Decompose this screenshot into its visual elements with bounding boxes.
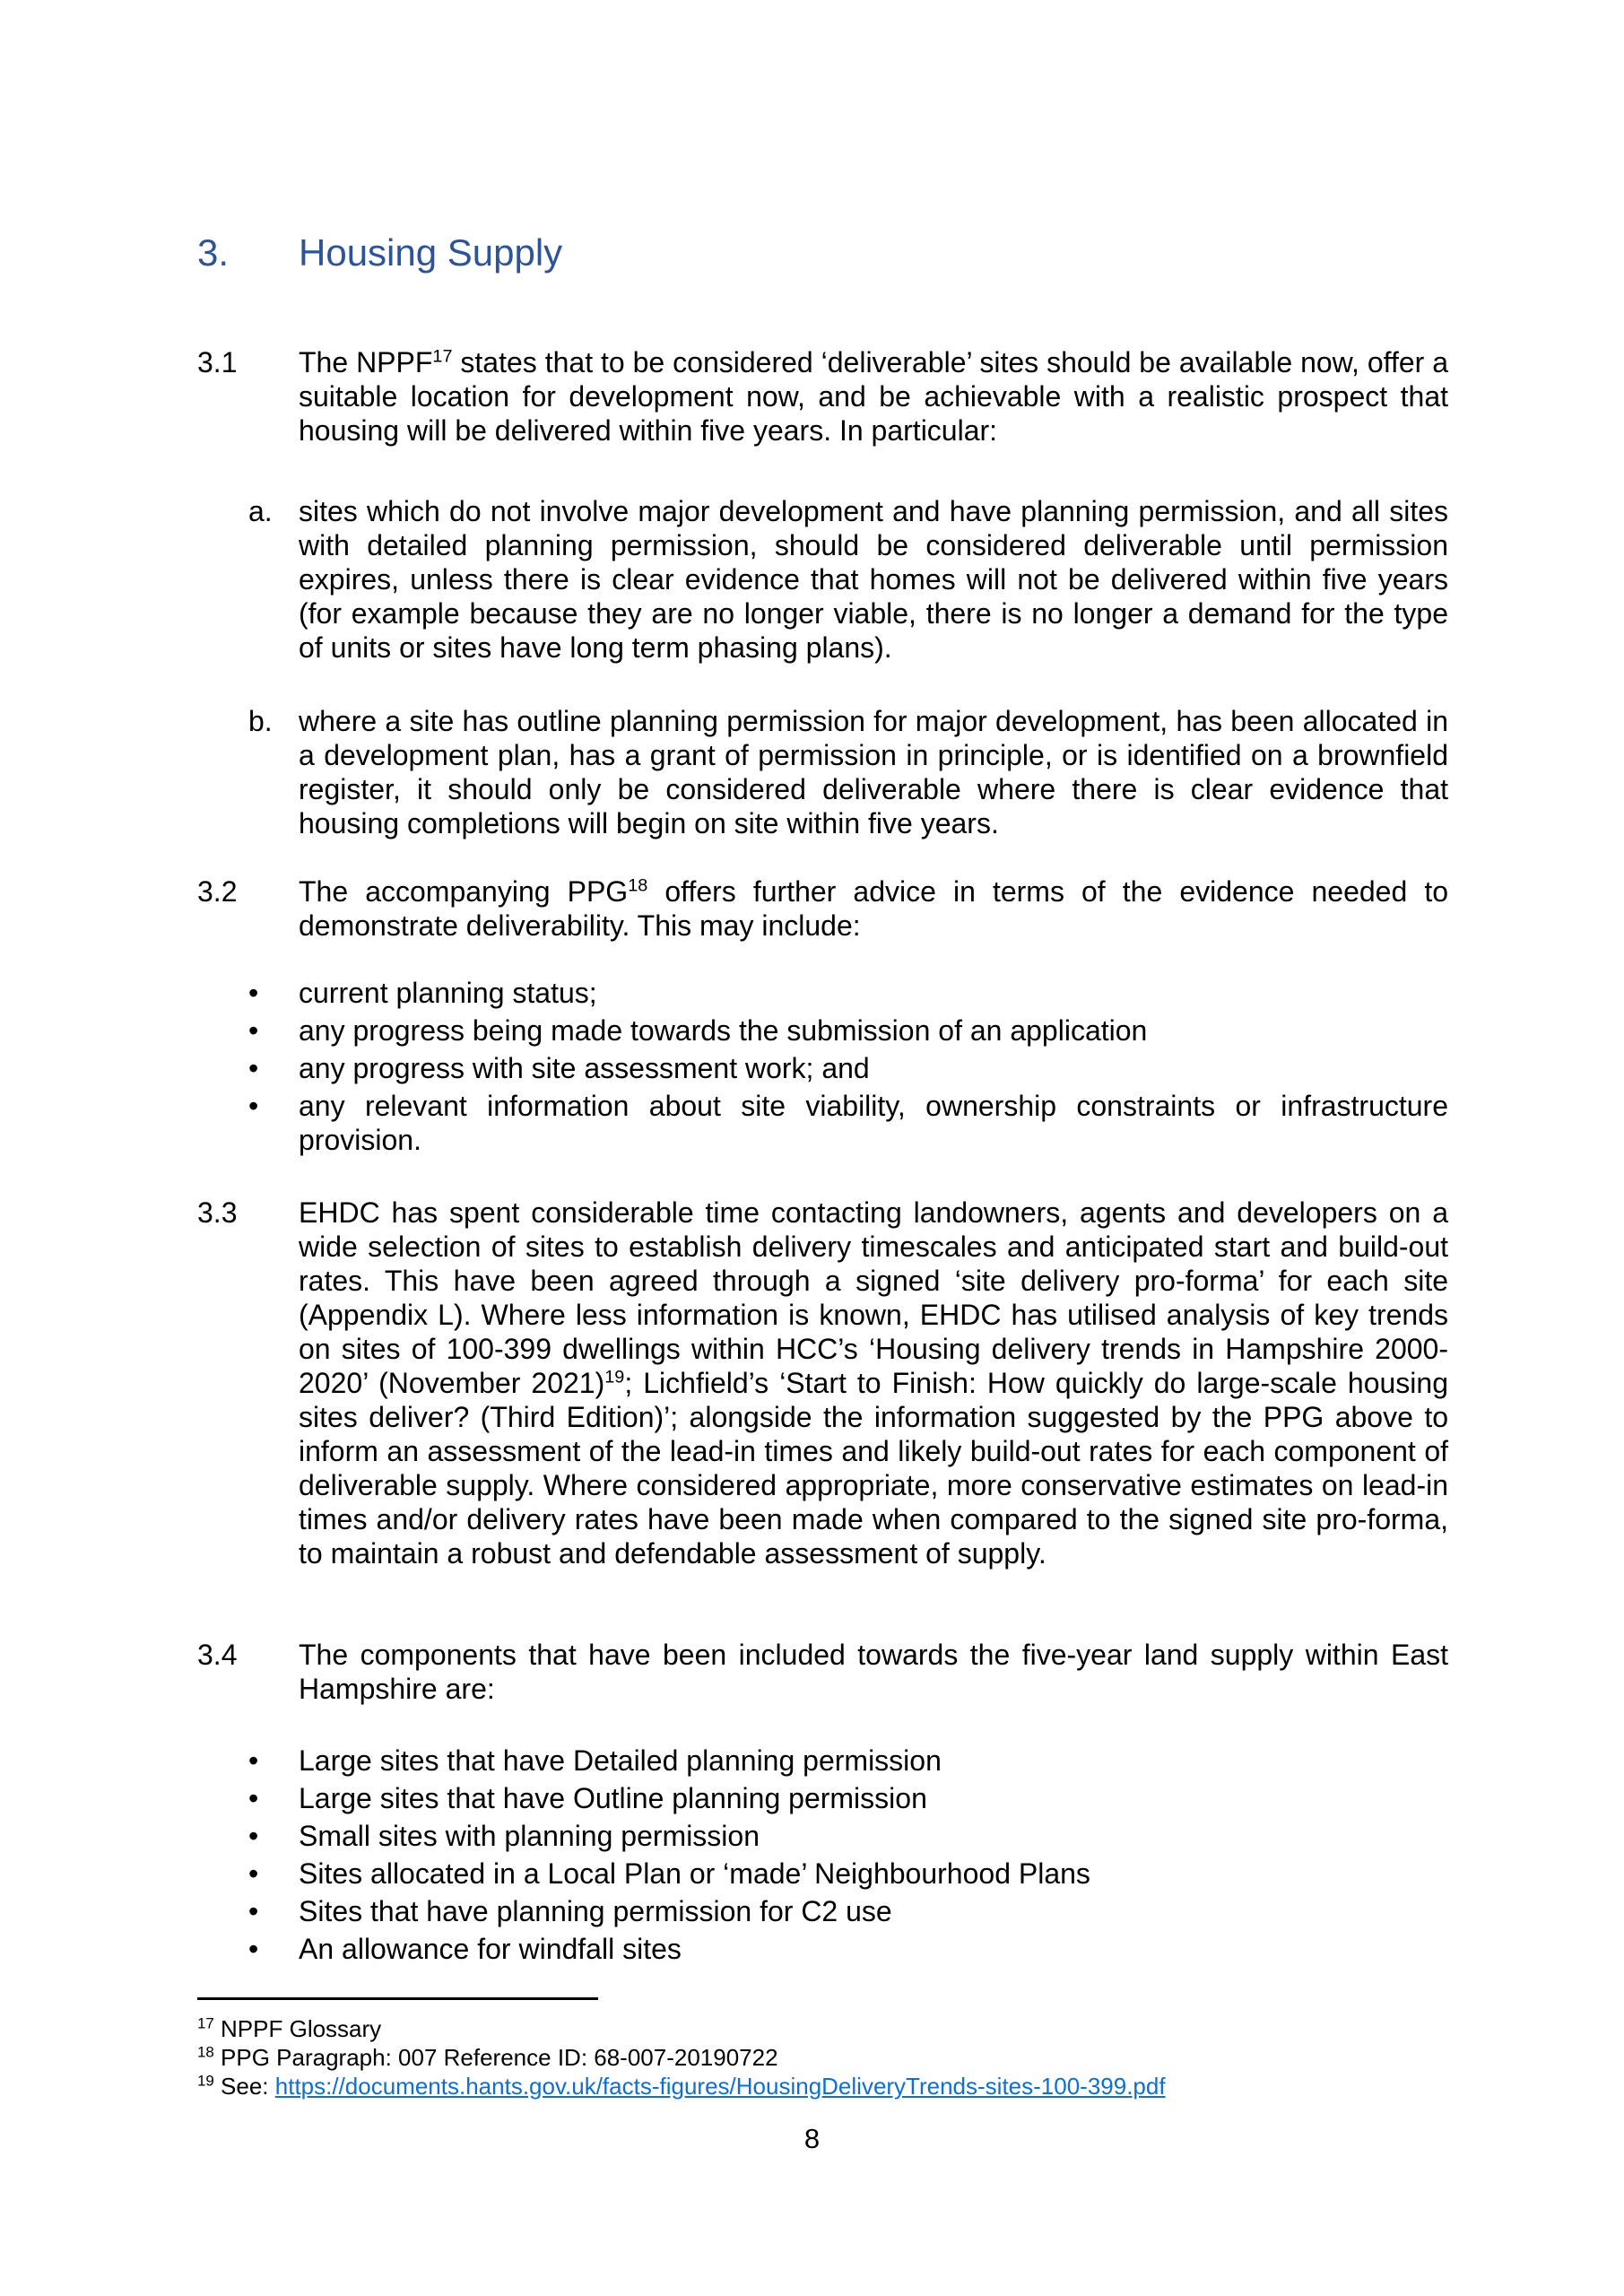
- bullet-marker: •: [248, 1014, 259, 1047]
- list-item-a: [248, 494, 1448, 668]
- bullet-marker: •: [248, 1857, 259, 1890]
- bullet-text: Sites allocated in a Local Plan or ‘made’ Neighbourhood Plans: [299, 1857, 1090, 1890]
- bullet-marker: •: [248, 1744, 259, 1777]
- bullet-text: Sites that have planning permission for C2 use: [299, 1895, 892, 1927]
- paragraph-text-segment: states that to be considered ‘deliverable’ sites should be available now, offer a suitable location for development now, and be achievable with a realistic prospect that housing will be delivered within five years. In particular:: [299, 346, 1449, 447]
- paragraph-3-2: [197, 874, 1448, 943]
- bullet-item: [248, 1894, 1448, 1928]
- list-item-b: [248, 704, 1448, 844]
- footnotes-section: [197, 2014, 1448, 2100]
- footnote-text: PPG Paragraph: 007 Reference ID: 68-007-20190722: [221, 2044, 778, 2071]
- footnote-text: See:: [221, 2073, 269, 2100]
- list-label-a: a.: [248, 495, 273, 527]
- paragraph-3-4: [197, 1638, 1448, 1706]
- footnote-number: 19: [197, 2072, 214, 2090]
- bullet-item: [248, 1932, 1448, 1966]
- paragraph-text-segment: The accompanying PPG: [299, 875, 629, 908]
- bullet-marker: •: [248, 1895, 259, 1927]
- bullet-marker: •: [248, 1090, 259, 1122]
- bullet-item: [248, 1819, 1448, 1853]
- paragraph-text-segment: EHDC has spent considerable time contacting landowners, agents and developers on a wide selection of sites to establish delivery timescales and anticipated start and build-out rates. This have been agreed through a signed ‘site delivery pro-forma’ for each site (Appendix L). Where less information is known, EHDC has utilised analysis of key trends on sites of 100-399 dwellings within HCC’s ‘Housing delivery trends in Hampshire 2000-2020’ (November 2021): [299, 1196, 1448, 1399]
- paragraph-3-1: [197, 345, 1448, 448]
- bullet-text: Large sites that have Outline planning permission: [299, 1782, 927, 1814]
- footnote-text: NPPF Glossary: [221, 2015, 382, 2042]
- footnote-17: [197, 2014, 1448, 2043]
- footnote-number: 18: [197, 2043, 214, 2061]
- footnote-ref-18: 18: [628, 875, 648, 896]
- list-label-b: b.: [248, 705, 273, 737]
- bullet-item: [248, 1089, 1448, 1157]
- paragraph-number: 3.2: [197, 875, 238, 908]
- bullet-marker: •: [248, 1782, 259, 1814]
- bullet-text: any progress being made towards the submission of an application: [299, 1014, 1148, 1047]
- paragraph-text-segment: ; Lichfield’s ‘Start to Finish: How quickly do large-scale housing sites deliver? (Third Edition)’; alongside the information suggested by the PPG above to inform an assessment of the lead-in times and likely build-out rates for each component of deliverable supply. Where considered appropriate, more conservative estimates on lead-in times and/or delivery rates have been made when compared to the signed site pro-forma, to maintain a robust and defendable assessment of supply.: [299, 1367, 1449, 1570]
- footnote-ref-19: 19: [604, 1367, 625, 1387]
- bullet-item: [248, 976, 1448, 1010]
- footnote-link[interactable]: https://documents.hants.gov.uk/facts-figures/HousingDeliveryTrends-sites-100-399.pdf: [274, 2073, 1166, 2100]
- page-number: 8: [803, 2123, 821, 2154]
- bullet-marker: •: [248, 1820, 259, 1852]
- section-heading: [197, 228, 1448, 278]
- list-item-text: sites which do not involve major development and have planning permission, and all sites with detailed planning permission, should be considered deliverable until permission expires, unless there is clear evidence that homes will not be delivered within five years (for example because they are no longer viable, there is no longer a demand for the type of units or sites have long term phasing plans).: [299, 495, 1448, 664]
- paragraph-text: The components that have been included towards the five-year land supply within East Hampshire are:: [299, 1639, 1448, 1705]
- bullet-item: [248, 1857, 1448, 1891]
- bullet-item: [248, 1744, 1448, 1778]
- paragraph-text: [299, 874, 1448, 943]
- paragraph-number: 3.4: [197, 1639, 238, 1671]
- footnote-separator: [197, 1997, 598, 2000]
- bullet-marker: •: [248, 977, 259, 1009]
- bullet-item: [248, 1013, 1448, 1048]
- paragraph-number: 3.1: [197, 346, 238, 378]
- bullet-item: [248, 1781, 1448, 1815]
- bullet-text: any relevant information about site viability, ownership constraints or infrastructure provision.: [299, 1090, 1448, 1156]
- paragraph-text: [299, 345, 1448, 448]
- footnote-19: [197, 2072, 1448, 2100]
- footnote-number: 17: [197, 2014, 214, 2032]
- bullet-list-3-2: [248, 976, 1448, 1161]
- section-number: 3.: [197, 231, 230, 274]
- paragraph-text-segment: offers further advice in terms of the evidence needed to demonstrate deliverability. This may include:: [299, 875, 1449, 942]
- paragraph-text-segment: The NPPF: [299, 346, 433, 378]
- bullet-list-3-4: [248, 1744, 1448, 1970]
- list-item-text: where a site has outline planning permission for major development, has been allocated in a development plan, has a grant of permission in principle, or is identified on a brownfield register, it should only be considered deliverable where there is clear evidence that housing completions will begin on site within five years.: [299, 705, 1448, 839]
- bullet-text: current planning status;: [299, 977, 597, 1009]
- bullet-marker: •: [248, 1933, 259, 1965]
- footnote-ref-17: 17: [432, 346, 453, 367]
- bullet-marker: •: [248, 1052, 259, 1084]
- bullet-text: Small sites with planning permission: [299, 1820, 760, 1852]
- bullet-text: any progress with site assessment work; and: [299, 1052, 870, 1084]
- paragraph-3-3: [197, 1196, 1448, 1570]
- paragraph-number: 3.3: [197, 1196, 238, 1229]
- section-title: Housing Supply: [299, 231, 563, 274]
- bullet-item: [248, 1051, 1448, 1085]
- bullet-text: Large sites that have Detailed planning permission: [299, 1744, 942, 1777]
- footnote-18: [197, 2043, 1448, 2072]
- bullet-text: An allowance for windfall sites: [299, 1933, 682, 1965]
- paragraph-text: [299, 1196, 1448, 1570]
